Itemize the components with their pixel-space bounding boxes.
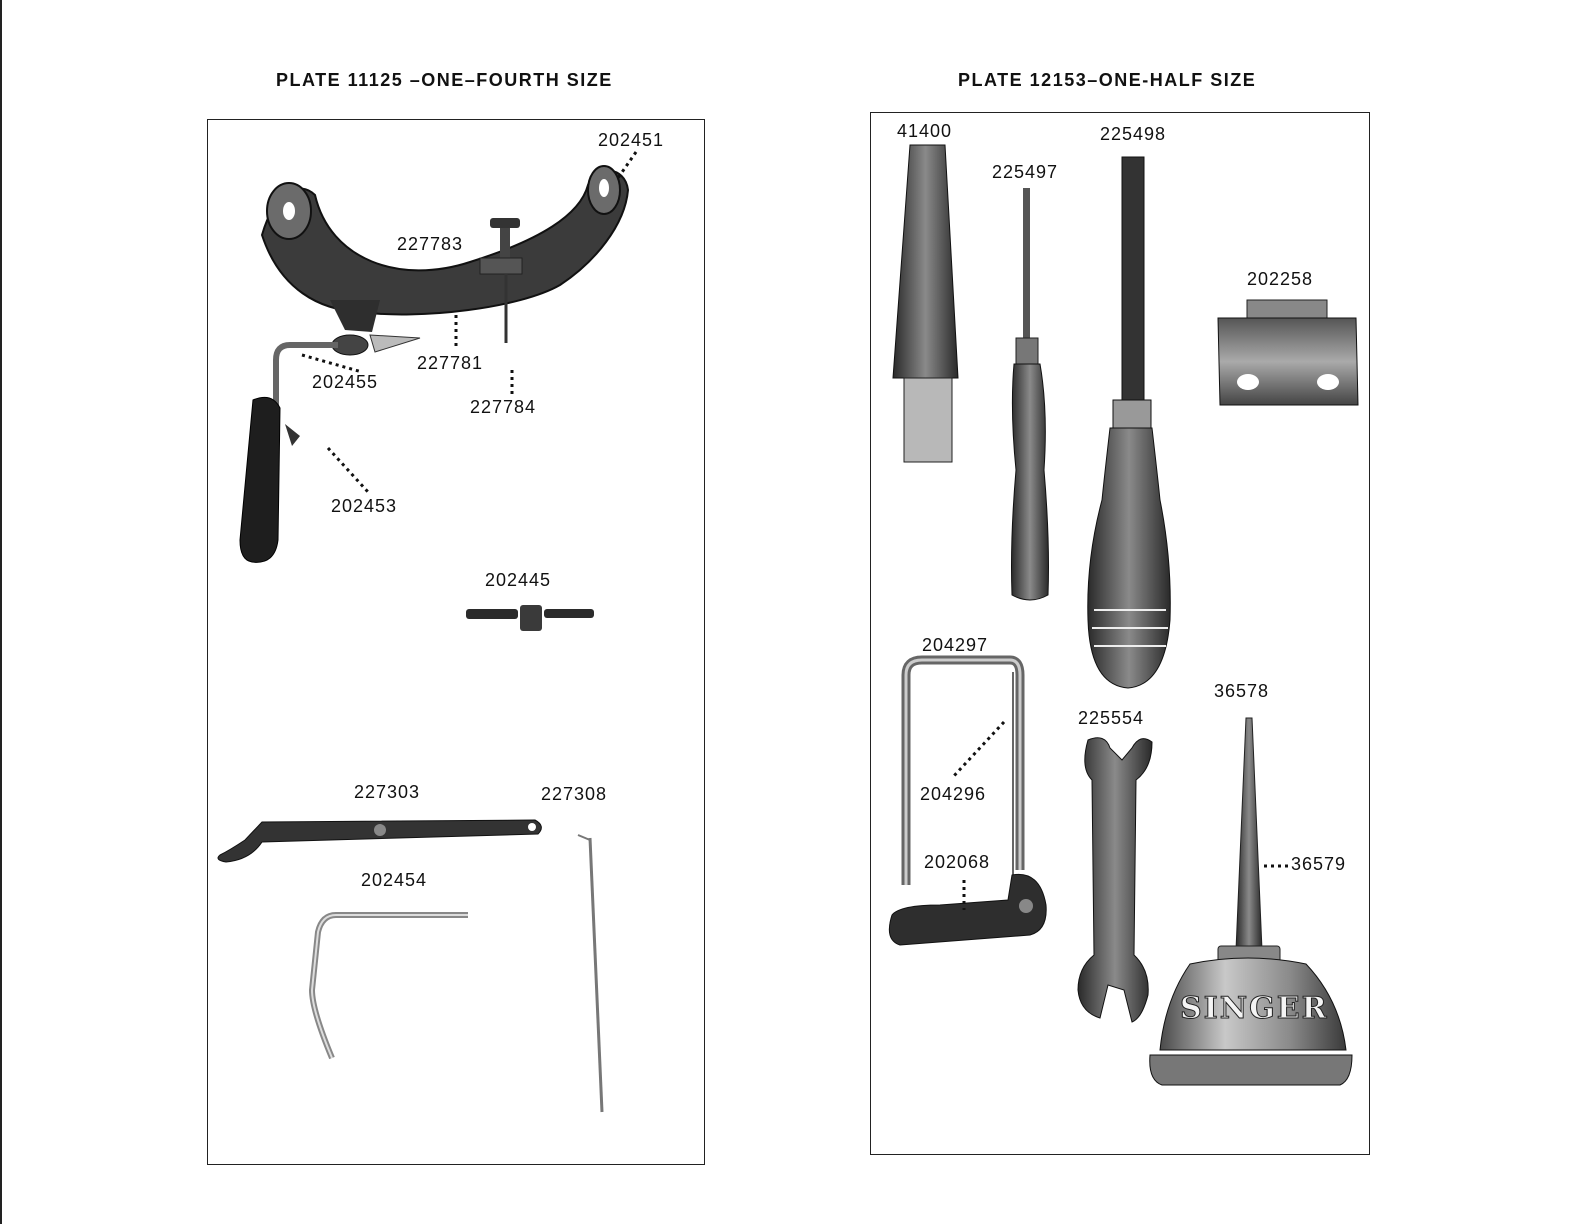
part-number-225554: 225554 <box>1078 708 1145 728</box>
pin-assembly-202445 <box>466 605 594 631</box>
large-screwdriver-225498 <box>1088 157 1171 688</box>
left-plate-title: PLATE 11125 –ONE–FOURTH SIZE <box>276 70 613 90</box>
wrench-225554 <box>1078 738 1152 1022</box>
taper-tool-41400 <box>893 145 958 462</box>
part-number-227308: 227308 <box>541 784 608 804</box>
part-number-202453: 202453 <box>331 496 398 516</box>
part-number-36579: 36579 <box>1291 854 1347 874</box>
part-number-204296: 204296 <box>920 784 987 804</box>
saw-handle-202068 <box>889 874 1046 945</box>
oil-can-36578 <box>1150 718 1352 1085</box>
bent-rod-202454 <box>312 915 468 1058</box>
part-number-202455: 202455 <box>312 372 379 392</box>
part-number-227783: 227783 <box>397 234 464 254</box>
right-plate-title: PLATE 12153–ONE-HALF SIZE <box>958 70 1257 90</box>
part-number-202445: 202445 <box>485 570 552 590</box>
part-number-202454: 202454 <box>361 870 428 890</box>
rod-227308 <box>578 835 602 1112</box>
part-number-36578: 36578 <box>1214 681 1270 701</box>
part-number-225498: 225498 <box>1100 124 1167 144</box>
part-number-41400: 41400 <box>897 121 953 141</box>
part-number-202258: 202258 <box>1247 269 1314 289</box>
plate-202258 <box>1218 300 1358 405</box>
part-number-227781: 227781 <box>417 353 484 373</box>
lever-227303 <box>218 820 541 862</box>
part-number-227303: 227303 <box>354 782 421 802</box>
part-number-204297: 204297 <box>922 635 989 655</box>
part-number-202068: 202068 <box>924 852 991 872</box>
part-number-227784: 227784 <box>470 397 537 417</box>
bracket-frame-202451 <box>262 166 628 355</box>
part-number-202451: 202451 <box>598 130 665 150</box>
small-screwdriver-225497 <box>1012 188 1049 600</box>
oil-can-brand-text: SINGER <box>1180 991 1329 1026</box>
part-number-225497: 225497 <box>992 162 1059 182</box>
